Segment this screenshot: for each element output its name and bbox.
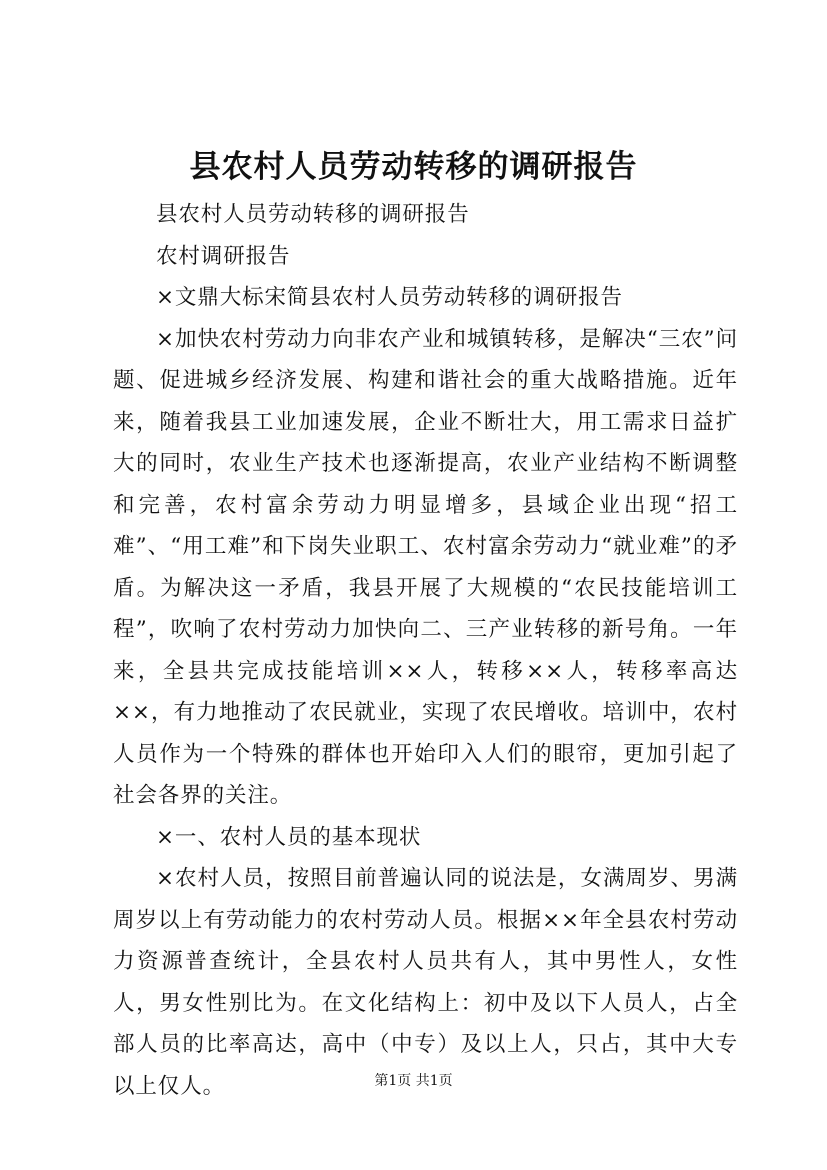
section-heading-1: ×一、农村人员的基本现状 [156,824,422,850]
paragraph-heading: ×文鼎大标宋简县农村人员劳动转移的调研报告 [156,285,623,310]
paragraph-category: 农村调研报告 [156,243,291,269]
document-body [113,194,738,1107]
document-title: 县农村人员劳动转移的调研报告 [189,149,638,185]
paragraph-subtitle: 县农村人员劳动转移的调研报告 [156,202,470,227]
page-footer: 第1页 共1页 [374,1073,453,1089]
paragraph-section-1: ×农村人员，按照目前普遍认同的说法是，女满周岁、男满周岁以上有劳动能力的农村劳动人员。根据××年全县农村劳动力资源普查统计，全县农村人员共有人，其中男性人，女性人，男女性别比为。在文化结构上：初中及以下人员人，占全部人员的比率高达，高中（中专）及以上人，只占，其中大专以上仅人。 [113,866,738,1099]
paragraph-intro: ×加快农村劳动力向非农产业和城镇转移，是解决“三农”问题、促进城乡经济发展、构建和谐社会的重大战略措施。近年来，随着我县工业加速发展，企业不断壮大，用工需求日益扩大的同时，农业生产技术也逐渐提高，农业产业结构不断调整和完善，农村富余劳动力明显增多，县域企业出现“招工难”、“用工难”和下岗失业职工、农村富余劳动力“就业难”的矛盾。为解决这一矛盾，我县开展了大规模的“农民技能培训工程”，吹响了农村劳动力加快向二、三产业转移的新号角。一年来，全县共完成技能培训××人，转移××人，转移率高达××，有力地推动了农民就业，实现了农民增收。培训中，农村人员作为一个特殊的群体也开始印入人们的眼帘，更加引起了社会各界的关注。 [113,326,738,808]
